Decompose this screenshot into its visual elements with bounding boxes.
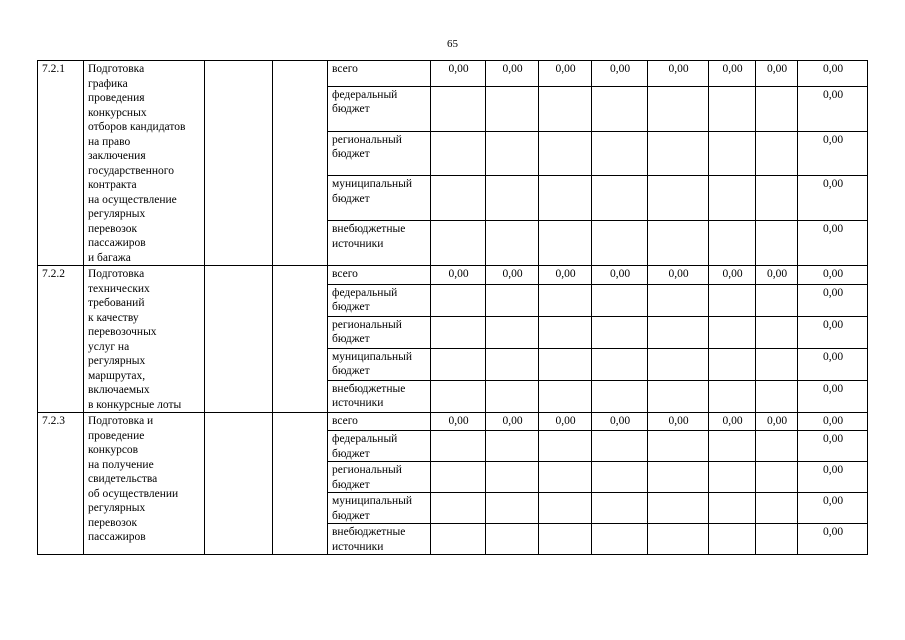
item-code: 7.2.2 [38, 266, 84, 413]
year-value-cell [756, 86, 798, 131]
year-value-cell: 0,00 [431, 266, 486, 285]
year-value-cell [756, 431, 798, 462]
year-value-cell: 0,00 [648, 413, 709, 431]
budget-table [37, 60, 868, 555]
year-value-cell [592, 284, 648, 316]
funding-source-text: муниципальный бюджет [332, 178, 413, 205]
year-value-cell [709, 284, 756, 316]
year-value-cell [431, 493, 486, 524]
funding-source [328, 266, 431, 285]
page-number: 65 [447, 38, 458, 50]
year-value-cell [486, 524, 539, 555]
year-value-cell [709, 86, 756, 131]
funding-source-text: внебюджетные источники [332, 526, 406, 553]
year-value-cell [486, 176, 539, 221]
year-value-cell [648, 431, 709, 462]
year-value-cell: 0,00 [486, 413, 539, 431]
year-value-cell [486, 348, 539, 380]
total-value-cell: 0,00 [798, 431, 868, 462]
year-value-cell [709, 462, 756, 493]
year-value-cell [592, 86, 648, 131]
year-value-cell [592, 524, 648, 555]
year-value-cell [431, 431, 486, 462]
year-value-cell [539, 524, 592, 555]
year-value-cell [539, 493, 592, 524]
year-value-cell [486, 221, 539, 266]
year-value-cell: 0,00 [592, 61, 648, 87]
total-value-cell: 0,00 [798, 413, 868, 431]
total-value-cell: 0,00 [798, 493, 868, 524]
year-value-cell [709, 431, 756, 462]
year-value-cell [431, 348, 486, 380]
year-value-cell [592, 131, 648, 176]
year-value-cell [756, 316, 798, 348]
total-value-cell: 0,00 [798, 221, 868, 266]
item-name [84, 266, 205, 413]
year-value-cell [592, 493, 648, 524]
total-value-cell: 0,00 [798, 86, 868, 131]
year-value-cell [648, 348, 709, 380]
funding-source [328, 380, 431, 412]
year-value-cell [592, 316, 648, 348]
total-value-cell: 0,00 [798, 524, 868, 555]
year-value-cell [592, 221, 648, 266]
year-value-cell: 0,00 [486, 61, 539, 87]
year-value-cell [486, 462, 539, 493]
year-value-cell [648, 284, 709, 316]
item-code: 7.2.1 [38, 61, 84, 266]
year-value-cell [648, 493, 709, 524]
year-value-cell: 0,00 [756, 61, 798, 87]
funding-source [328, 61, 431, 87]
funding-source [328, 86, 431, 131]
year-value-cell [756, 176, 798, 221]
year-value-cell [648, 221, 709, 266]
item-name-text: Подготовка и проведение конкурсов на получение свидетельства об осуществлении регулярных перевозок пассажиров [88, 415, 179, 543]
funding-source-text: региональный бюджет [332, 464, 402, 491]
year-value-cell: 0,00 [486, 266, 539, 285]
item-code: 7.2.3 [38, 413, 84, 555]
year-value-cell [592, 431, 648, 462]
year-value-cell [431, 131, 486, 176]
year-value-cell [431, 524, 486, 555]
year-value-cell: 0,00 [756, 413, 798, 431]
year-value-cell [592, 348, 648, 380]
year-value-cell [539, 431, 592, 462]
year-value-cell [486, 86, 539, 131]
year-value-cell [539, 462, 592, 493]
year-value-cell [431, 86, 486, 131]
year-value-cell [431, 176, 486, 221]
total-value-cell: 0,00 [798, 176, 868, 221]
total-value-cell: 0,00 [798, 131, 868, 176]
year-value-cell [539, 221, 592, 266]
year-value-cell [648, 380, 709, 412]
funding-source [328, 176, 431, 221]
year-value-cell [756, 462, 798, 493]
year-value-cell [709, 348, 756, 380]
executor-cell [205, 266, 273, 413]
year-value-cell [486, 284, 539, 316]
year-value-cell [431, 221, 486, 266]
total-value-cell: 0,00 [798, 380, 868, 412]
table-row [38, 61, 868, 87]
year-value-cell [756, 493, 798, 524]
executor-cell [205, 413, 273, 555]
year-value-cell: 0,00 [431, 413, 486, 431]
year-value-cell [648, 462, 709, 493]
total-value-cell: 0,00 [798, 284, 868, 316]
funding-source [328, 493, 431, 524]
total-value-cell: 0,00 [798, 266, 868, 285]
funding-source [328, 413, 431, 431]
year-value-cell [648, 131, 709, 176]
year-value-cell [756, 380, 798, 412]
year-value-cell [486, 316, 539, 348]
year-value-cell [756, 348, 798, 380]
year-value-cell: 0,00 [709, 266, 756, 285]
year-value-cell [539, 348, 592, 380]
year-value-cell [431, 462, 486, 493]
term-cell [273, 61, 328, 266]
year-value-cell [539, 284, 592, 316]
funding-source [328, 131, 431, 176]
total-value-cell: 0,00 [798, 348, 868, 380]
year-value-cell: 0,00 [539, 413, 592, 431]
funding-source-text: всего [332, 63, 358, 75]
year-value-cell [486, 380, 539, 412]
year-value-cell: 0,00 [539, 61, 592, 87]
funding-source [328, 316, 431, 348]
year-value-cell [539, 380, 592, 412]
funding-source [328, 284, 431, 316]
table-row [38, 413, 868, 431]
year-value-cell [592, 176, 648, 221]
funding-source-text: муниципальный бюджет [332, 495, 413, 522]
year-value-cell [709, 380, 756, 412]
year-value-cell [592, 380, 648, 412]
funding-source [328, 221, 431, 266]
year-value-cell [592, 462, 648, 493]
funding-source-text: всего [332, 268, 358, 280]
funding-source-text: региональный бюджет [332, 133, 402, 161]
year-value-cell: 0,00 [431, 61, 486, 87]
year-value-cell [709, 493, 756, 524]
funding-source-text: всего [332, 415, 358, 427]
year-value-cell [756, 284, 798, 316]
year-value-cell [756, 221, 798, 266]
item-name-text: Подготовка графика проведения конкурсных отборов кандидатов на право заключения государственного контракта на осуществление регулярных перевозок пассажиров и багажа [88, 63, 186, 264]
total-value-cell: 0,00 [798, 61, 868, 87]
year-value-cell [539, 176, 592, 221]
year-value-cell [486, 431, 539, 462]
year-value-cell [756, 131, 798, 176]
total-value-cell: 0,00 [798, 316, 868, 348]
year-value-cell [431, 380, 486, 412]
funding-source-text: внебюджетные источники [332, 223, 406, 250]
year-value-cell [709, 176, 756, 221]
year-value-cell [648, 86, 709, 131]
funding-source [328, 348, 431, 380]
year-value-cell: 0,00 [709, 413, 756, 431]
funding-source-text: федеральный бюджет [332, 88, 398, 116]
item-name [84, 61, 205, 266]
year-value-cell: 0,00 [592, 413, 648, 431]
funding-source-text: региональный бюджет [332, 318, 402, 346]
year-value-cell [486, 131, 539, 176]
year-value-cell [539, 316, 592, 348]
year-value-cell [709, 316, 756, 348]
funding-source-text: муниципальный бюджет [332, 350, 413, 378]
year-value-cell [431, 284, 486, 316]
funding-source [328, 462, 431, 493]
item-name-text: Подготовка технических требований к качеству перевозочных услуг на регулярных маршрутах, включаемых в конкурсные лоты [88, 268, 182, 411]
funding-source-text: федеральный бюджет [332, 286, 398, 314]
year-value-cell: 0,00 [592, 266, 648, 285]
year-value-cell [648, 316, 709, 348]
funding-source-text: федеральный бюджет [332, 433, 398, 460]
year-value-cell [709, 131, 756, 176]
year-value-cell [486, 493, 539, 524]
year-value-cell [709, 221, 756, 266]
year-value-cell [648, 176, 709, 221]
term-cell [273, 266, 328, 413]
funding-source [328, 431, 431, 462]
year-value-cell [539, 131, 592, 176]
year-value-cell [539, 86, 592, 131]
year-value-cell: 0,00 [648, 266, 709, 285]
funding-source [328, 524, 431, 555]
item-name [84, 413, 205, 555]
year-value-cell: 0,00 [709, 61, 756, 87]
year-value-cell [709, 524, 756, 555]
year-value-cell [431, 316, 486, 348]
year-value-cell: 0,00 [648, 61, 709, 87]
funding-source-text: внебюджетные источники [332, 382, 406, 410]
table-row [38, 266, 868, 285]
term-cell [273, 413, 328, 555]
total-value-cell: 0,00 [798, 462, 868, 493]
year-value-cell [756, 524, 798, 555]
executor-cell [205, 61, 273, 266]
year-value-cell: 0,00 [539, 266, 592, 285]
year-value-cell: 0,00 [756, 266, 798, 285]
year-value-cell [648, 524, 709, 555]
